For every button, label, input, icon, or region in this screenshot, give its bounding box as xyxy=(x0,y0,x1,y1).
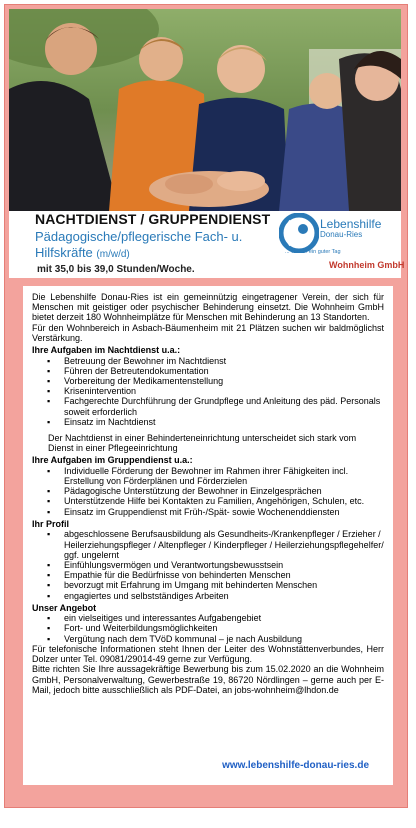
profile-list xyxy=(32,529,384,600)
job-description xyxy=(23,286,393,753)
list-item: ▪ Einsatz im Nachtdienst xyxy=(64,417,384,427)
logo-unit: Wohnheim GmbH xyxy=(329,260,405,270)
job-subtitle-text: Hilfskräfte xyxy=(35,245,93,260)
lebenshilfe-logo xyxy=(275,211,405,270)
job-subtitle-line2 xyxy=(35,245,130,260)
profile-heading: Ihr Profil xyxy=(32,518,70,529)
list-item: ▪ Pädagogische Unterstützung der Bewohner in Einzelgesprächen xyxy=(64,486,384,496)
list-item: ▪ Individuelle Förderung der Bewohner im Rahmen ihrer Fähigkeiten incl. Erstellung von Förderplänen und Förderzielen xyxy=(64,466,384,486)
list-item: ▪ Empathie für die Bedürfnisse von behinderten Menschen xyxy=(64,570,384,580)
list-item: ▪ Fort- und Weiterbildungsmöglichkeiten xyxy=(64,623,384,633)
list-item: ▪ Fachgerechte Durchführung der Grundpflege und Anleitung des päd. Personals soweit erforderlich xyxy=(64,396,384,416)
night-list xyxy=(32,356,384,427)
contact-phone: Für telefonische Informationen steht Ihnen der Leiter des Wohnstättenverbundes, Herr Dolzer unter Tel. 09081/29014-49 gerne zur Verfügung. xyxy=(32,643,384,665)
list-item: ▪ Vorbereitung der Medikamentenstellung xyxy=(64,376,384,386)
night-heading: Ihre Aufgaben im Nachtdienst u.a.: xyxy=(32,345,181,356)
job-header xyxy=(9,211,405,278)
team-photo xyxy=(9,9,401,211)
list-item: ▪ ein vielseitiges und interessantes Aufgabengebiet xyxy=(64,613,384,623)
group-list xyxy=(32,466,384,517)
job-title: NACHTDIENST / GRUPPENDIENST xyxy=(35,211,271,227)
logo-tagline: ... wieder ein guter Tag xyxy=(285,249,341,255)
list-item: ▪ bevorzugt mit Erfahrung im Umgang mit behinderten Menschen xyxy=(64,580,384,590)
list-item: ▪ Krisenintervention xyxy=(64,386,384,396)
intro-paragraph: Die Lebenshilfe Donau-Ries ist ein gemeinnützig eingetragener Verein, der sich für Menschen mit geistiger oder psychischer Behinderung einsetzt. Die Wohnheim GmbH bietet derzeit 180 Wohnheimplätze für Menschen mit Behinderung an 13 Standorten. xyxy=(32,292,384,323)
list-item: ▪ Führen der Betreutendokumentation xyxy=(64,366,384,376)
list-item: ▪ Betreuung der Bewohner im Nachtdienst xyxy=(64,356,384,366)
group-heading: Ihre Aufgaben im Gruppendienst u.a.: xyxy=(32,455,193,466)
lebenshilfe-emblem-icon xyxy=(279,213,319,253)
offer-list xyxy=(32,613,384,644)
offer-heading: Unser Angebot xyxy=(32,602,97,613)
logo-region: Donau-Ries xyxy=(320,230,363,239)
list-item: ▪ Vergütung nach dem TVöD kommunal – je nach Ausbildung xyxy=(64,634,384,644)
intro-paragraph-2: Für den Wohnbereich in Asbach-Bäumenheim mit 21 Plätzen suchen wir baldmöglichst Verstärkung. xyxy=(32,322,384,343)
list-item: ▪ abgeschlossene Berufsausbildung als Gesundheits-/Krankenpfleger / Erzieher / Heilerziehungspfleger / Altenpfleger / Kinderpfleger / Heilerziehungspflegehelfer/ ggf. ungelernt xyxy=(64,529,384,560)
list-item: ▪ Einsatz im Gruppendienst mit Früh-/Spät- sowie Wochenenddiensten xyxy=(64,507,384,517)
list-item: ▪ Einfühlungsvermögen und Verantwortungsbewusstsein xyxy=(64,560,384,570)
night-note: Der Nachtdienst in einer Behinderteneinrichtung unterscheidet sich stark vom Dienst in einer Pflegeeinrichtung xyxy=(48,432,357,454)
list-item: ▪ engagiertes und selbstständiges Arbeiten xyxy=(64,591,384,601)
gender-suffix: (m/w/d) xyxy=(96,249,130,260)
website-link[interactable]: www.lebenshilfe-donau-ries.de xyxy=(222,760,369,771)
list-item: ▪ Unterstützende Hilfe bei Kontakten zu Familien, Angehörigen, Schulen, etc. xyxy=(64,496,384,506)
footer xyxy=(23,753,393,785)
contact-application: Bitte richten Sie Ihre aussagekräftige Bewerbung bis zum 15.02.2020 an die Wohnheim GmbH, Personalverwaltung, Gewerbestraße 19, 86720 Nördlingen – gerne auch per E-Mail, jedoch bitte ausschließlich als PDF-Datei, an jobs-wohnheim@lhdon.de xyxy=(32,664,384,695)
logo-brand: Lebenshilfe xyxy=(320,217,382,231)
hours-text: mit 35,0 bis 39,0 Stunden/Woche. xyxy=(37,264,195,275)
job-subtitle: Pädagogische/pflegerische Fach- u. xyxy=(35,229,243,244)
